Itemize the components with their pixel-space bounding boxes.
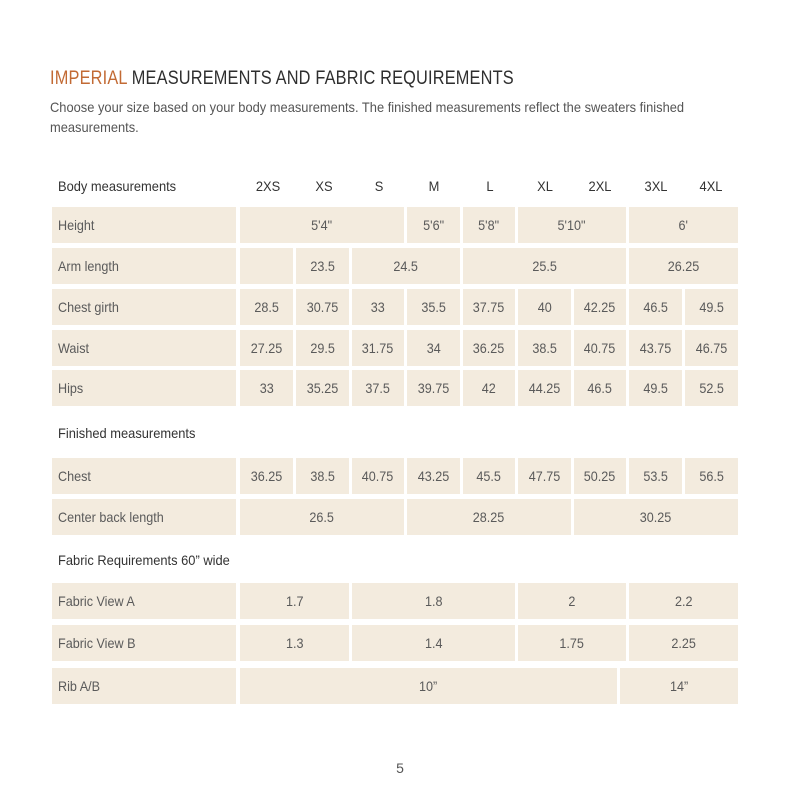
row-label: Chest — [52, 458, 236, 494]
cell-height-l: 5'8" — [463, 207, 515, 243]
size-header-l: L — [486, 178, 494, 194]
cell: 43.75 — [629, 330, 682, 366]
cell-fabric-a-xl-2xl: 2 — [518, 583, 626, 619]
cell: 46.5 — [629, 289, 682, 325]
section-fabric-requirements: Fabric Requirements 60” wide — [58, 552, 230, 568]
cell: 27.25 — [240, 330, 293, 366]
cell: 46.5 — [574, 370, 626, 406]
cell: 34 — [407, 330, 460, 366]
cell: 39.75 — [407, 370, 460, 406]
cell-rib-2xs-xl: 10” — [240, 668, 617, 704]
table-row-chest — [52, 458, 738, 494]
size-header-3xl: 3XL — [644, 178, 668, 194]
cell: 29.5 — [296, 330, 349, 366]
cell: 42 — [463, 370, 515, 406]
cell-arm-xs: 23.5 — [296, 248, 349, 284]
cell: 40 — [518, 289, 571, 325]
cell: 44.25 — [518, 370, 571, 406]
size-header-s: S — [374, 178, 384, 194]
table-row-rib — [52, 668, 738, 704]
section-body-measurements: Body measurements — [58, 178, 177, 194]
cell-fabric-a-3xl-4xl: 2.2 — [629, 583, 738, 619]
size-header-xs: XS — [315, 178, 333, 194]
cell: 33 — [352, 289, 404, 325]
size-header-xl: XL — [537, 178, 553, 194]
cell: 47.75 — [518, 458, 571, 494]
cell: 46.75 — [685, 330, 738, 366]
page-number: 5 — [396, 760, 404, 776]
cell-height-3xl-4xl: 6' — [629, 207, 738, 243]
cell-fabric-b-2xs-xs: 1.3 — [240, 625, 349, 661]
cell: 40.75 — [574, 330, 626, 366]
cell-fabric-b-xl-2xl: 1.75 — [518, 625, 626, 661]
cell-fabric-a-2xs-xs: 1.7 — [240, 583, 349, 619]
cell: 49.5 — [629, 370, 682, 406]
title-accent: IMPERIAL — [50, 68, 128, 89]
cell: 35.25 — [296, 370, 349, 406]
size-header-2xs: 2XS — [255, 178, 281, 194]
table-row-fabric-view-a — [52, 583, 738, 619]
row-label: Waist — [52, 330, 236, 366]
cell-height-2xs-s: 5'4" — [240, 207, 404, 243]
cell-height-xl-2xl: 5'10" — [518, 207, 626, 243]
cell-arm-3xl-4xl: 26.25 — [629, 248, 738, 284]
title-rest: MEASUREMENTS AND FABRIC REQUIREMENTS — [131, 68, 514, 89]
cell: 40.75 — [352, 458, 404, 494]
cell: 52.5 — [685, 370, 738, 406]
cell: 45.5 — [463, 458, 515, 494]
cell: 38.5 — [296, 458, 349, 494]
cell-back-m-xl: 28.25 — [407, 499, 571, 535]
table-row-hips — [52, 370, 738, 406]
cell-fabric-b-s-l: 1.4 — [352, 625, 515, 661]
row-label: Fabric View A — [52, 583, 236, 619]
table-row-waist — [52, 330, 738, 366]
size-header-m: M — [428, 178, 440, 194]
table-row-chest-girth — [52, 289, 738, 325]
cell: 50.25 — [574, 458, 626, 494]
table-row-height — [52, 207, 738, 243]
cell-arm-s-m: 24.5 — [352, 248, 460, 284]
cell-back-2xl-4xl: 30.25 — [574, 499, 738, 535]
size-header-2xl: 2XL — [588, 178, 612, 194]
cell: 53.5 — [629, 458, 682, 494]
section-finished-measurements: Finished measurements — [58, 425, 196, 441]
row-label: Rib A/B — [52, 668, 236, 704]
page-title — [50, 68, 514, 90]
page-subtitle: Choose your size based on your body measurements. The finished measurements reflect the sweaters finished measurements. — [50, 99, 685, 135]
row-label: Hips — [52, 370, 236, 406]
row-label: Arm length — [52, 248, 236, 284]
row-label: Height — [52, 207, 236, 243]
cell: 37.5 — [352, 370, 404, 406]
table-row-fabric-view-b — [52, 625, 738, 661]
cell-fabric-a-s-l: 1.8 — [352, 583, 515, 619]
cell: 35.5 — [407, 289, 460, 325]
cell-back-2xs-s: 26.5 — [240, 499, 404, 535]
cell: 38.5 — [518, 330, 571, 366]
cell: 28.5 — [240, 289, 293, 325]
cell: 33 — [240, 370, 293, 406]
cell: 43.25 — [407, 458, 460, 494]
row-label: Fabric View B — [52, 625, 236, 661]
cell: 31.75 — [352, 330, 404, 366]
row-label: Chest girth — [52, 289, 236, 325]
cell: 49.5 — [685, 289, 738, 325]
cell: 36.25 — [240, 458, 293, 494]
cell: 36.25 — [463, 330, 515, 366]
table-row-center-back-length — [52, 499, 738, 535]
cell: 30.75 — [296, 289, 349, 325]
row-label: Center back length — [52, 499, 236, 535]
cell-arm-l-2xl: 25.5 — [463, 248, 626, 284]
size-header-4xl: 4XL — [699, 178, 723, 194]
cell: 42.25 — [574, 289, 626, 325]
cell-height-m: 5'6" — [407, 207, 460, 243]
cell-rib-2xl-4xl: 14” — [620, 668, 738, 704]
table-row-arm-length — [52, 248, 738, 284]
cell: 56.5 — [685, 458, 738, 494]
cell-fabric-b-3xl-4xl: 2.25 — [629, 625, 738, 661]
cell-arm-2xs — [240, 248, 293, 284]
cell: 37.75 — [463, 289, 515, 325]
